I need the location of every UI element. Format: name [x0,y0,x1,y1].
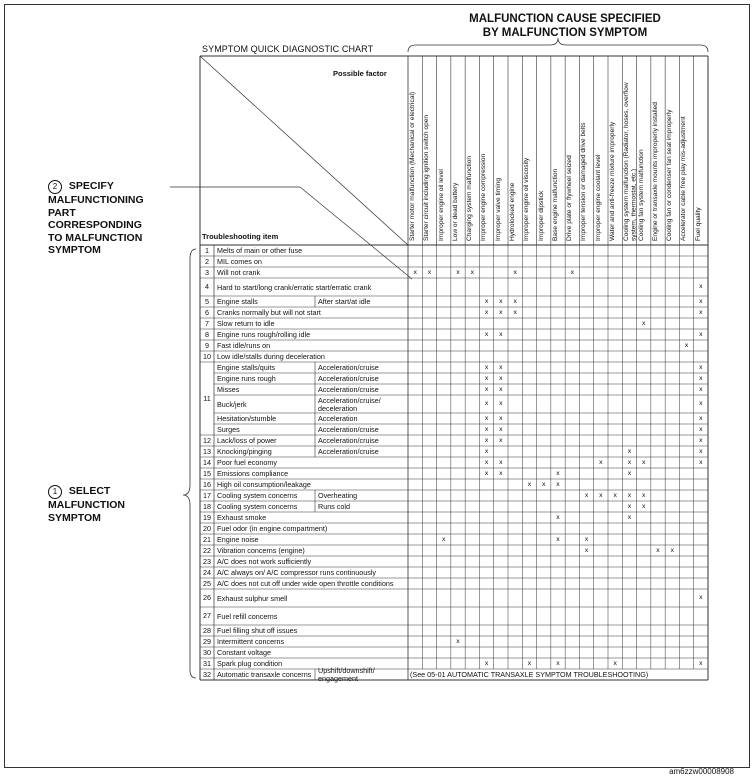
factor-mark: x [499,331,503,338]
factor-mark: x [613,660,617,667]
factor-label: Drive plate or flywheel seized [566,155,574,241]
factor-label: Fuel quality [694,207,702,241]
factor-label: Improper engine oil level [437,169,445,241]
factor-mark: x [642,320,646,327]
column-brace [408,38,708,52]
factor-mark: x [513,309,517,316]
factor-mark: x [627,503,632,510]
factor-mark: x [699,594,703,601]
factor-mark: x [627,448,632,455]
row-sub: Acceleration/cruise [318,374,379,383]
row-sub: Acceleration/cruise [318,447,379,456]
factor-mark: x [499,386,503,393]
factor-mark: x [499,415,503,422]
factor-mark: x [484,364,489,371]
factor-mark: x [699,298,703,305]
row-sub: Upshift/downshift/ engagement [318,666,375,683]
factor-mark: x [484,448,489,455]
factor-label: Improper valve timing [494,177,502,241]
row-item: Spark plug condition [217,659,283,668]
step-2-badge: 2 [48,180,62,194]
row-sub: Acceleration/cruise [318,363,379,372]
factor-mark: x [699,386,703,393]
factor-mark: x [570,269,574,276]
row-number: 12 [203,435,211,445]
factor-mark: x [699,660,703,667]
row-item: Fuel refill concerns [217,611,278,621]
row-sub: Acceleration/cruise/ deceleration [318,395,381,413]
factor-mark: x [556,470,560,477]
row-number: 32 [203,669,211,679]
factor-mark: x [499,470,503,477]
row-number: 2 [205,256,209,266]
factor-label: Starter circuit including ignition switch open [423,114,431,241]
factor-mark: x [499,364,503,371]
row-number: 21 [203,534,211,544]
factor-mark: x [499,400,503,407]
row-number: 30 [203,647,211,657]
factor-mark: x [442,536,446,543]
row-item: Emissions compliance [217,469,289,478]
row-item: Exhaust smoke [217,513,267,522]
row-number: 11 [203,393,211,403]
row-item: Engine stalls/quits [217,363,275,372]
row-note: (See 05-01 AUTOMATIC TRANSAXLE SYMPTOM TROUBLESHOOTING) [410,670,649,679]
factor-label: Water and anti-freeze mixture improperly [609,121,616,241]
factor-mark: x [613,492,617,499]
factor-mark: x [556,536,560,543]
factor-mark: x [556,660,560,667]
row-item: Fast idle/runs on [217,341,271,350]
specify-text: SPECIFY MALFUNCTIONING PART CORRESPONDING TO MALFUNCTION SYMPTOM [48,180,144,256]
factor-mark: x [699,459,703,466]
factor-mark: x [527,481,532,488]
factor-mark: x [699,426,703,433]
factor-mark: x [542,481,546,488]
row-sub: Overheating [318,491,358,500]
figure-code: am6zzw00008908 [669,767,734,776]
row-item: Fuel odor (in engine compartment) [217,524,328,533]
header-title: MALFUNCTION CAUSE SPECIFIED BY MALFUNCTION SYMPTOM [469,13,661,39]
row-number: 15 [203,468,211,478]
row-item: A/C does not work sufficiently [217,557,312,566]
factor-mark: x [513,269,517,276]
chart-title: SYMPTOM QUICK DIAGNOSTIC CHART [202,44,374,54]
factor-mark: x [484,459,489,466]
factor-mark: x [484,426,489,433]
row-brace [183,249,196,678]
factor-mark: x [699,400,703,407]
possible-factor-label: Possible factor [333,69,387,78]
row-item: Misses [217,385,240,394]
row-number: 20 [203,523,211,533]
factor-mark: x [499,459,503,466]
factor-mark: x [499,309,503,316]
factor-mark: x [699,283,703,290]
row-item: Hesitation/stumble [217,414,277,423]
factor-label: Cooling fan or condenser fan seat improperly [666,109,674,241]
row-number: 29 [203,636,211,646]
row-item: MIL comes on [217,257,262,266]
factor-label: Starter motor malfunction (Mechanical or electrical) [409,91,416,241]
factor-mark: x [627,514,632,521]
row-item: Engine noise [217,535,259,544]
factor-mark: x [484,415,489,422]
factor-label: Base engine malfunction [551,168,559,241]
factor-mark: x [556,481,560,488]
row-number: 19 [203,512,211,522]
factor-label: Cooling system malfunction (Radiator, hoses, overflow system, thermostat, etc.) [623,82,638,241]
row-item: Constant voltage [217,648,271,657]
row-number: 18 [203,501,211,511]
row-sub: Acceleration/cruise [318,425,379,434]
factor-label: Improper tension or damaged drive belts [580,122,588,241]
row-number: 25 [203,578,211,588]
step-1-badge: 1 [48,485,62,499]
row-item: Buck/jerk [217,399,247,409]
row-number: 10 [203,351,211,361]
factor-mark: x [484,400,489,407]
factor-mark: x [699,415,703,422]
factor-mark: x [456,638,460,645]
row-item: High oil consumption/leakage [217,480,311,489]
row-item: Cranks normally but will not start [217,308,321,317]
factor-label: Improper engine oil viscosity [523,157,531,241]
row-item: Poor fuel economy [217,458,277,467]
row-number: 3 [205,267,209,277]
factor-mark: x [670,547,674,554]
factor-label: Engine or transaxle mounts improperly installed [651,102,659,241]
factor-mark: x [484,331,489,338]
row-number: 8 [205,329,209,339]
factor-mark: x [499,375,503,382]
row-item: Slow return to idle [217,319,275,328]
row-item: Cooling system concerns [217,491,298,500]
row-number: 13 [203,446,211,456]
row-item: Automatic transaxle concerns [217,670,312,679]
row-sub: Runs cold [318,502,350,511]
row-number: 6 [205,307,209,317]
factor-mark: x [699,331,703,338]
row-sub: Acceleration/cruise [318,436,379,445]
factor-label: Low or dead battery [451,182,459,241]
row-item: Engine runs rough/rolling idle [217,330,311,339]
factor-mark: x [484,386,489,393]
factor-mark: x [656,547,660,554]
factor-mark: x [584,492,589,499]
specify-annotation [48,180,198,257]
factor-mark: x [499,298,503,305]
row-item: Cooling system concerns [217,502,298,511]
row-sub: Acceleration [318,414,358,423]
row-number: 5 [205,296,209,306]
factor-mark: x [699,364,703,371]
factor-mark: x [627,459,632,466]
factor-mark: x [684,342,689,349]
row-number: 17 [203,490,211,500]
factor-label: Cooling fan system malfunction [637,149,645,241]
row-item: Intermittent concerns [217,637,285,646]
row-sub: Acceleration/cruise [318,385,379,394]
factor-label: Charging system malfunction [466,155,474,241]
row-item: Lack/loss of power [217,436,277,445]
row-number: 26 [203,593,211,602]
row-number: 7 [205,318,209,328]
row-number: 23 [203,556,211,566]
factor-label: Improper engine compression [480,153,488,241]
row-item: Engine stalls [217,297,258,306]
factor-label: Hydrolocked engine [509,182,516,241]
factor-mark: x [527,660,532,667]
row-number: 1 [205,245,209,255]
factor-mark: x [499,426,503,433]
row-item: Exhaust sulphur smell [217,593,288,603]
factor-mark: x [599,459,603,466]
factor-mark: x [584,536,589,543]
row-sub: After start/at idle [318,297,371,306]
factor-mark: x [627,470,632,477]
row-number: 24 [203,567,211,577]
factor-mark: x [484,470,489,477]
factor-mark: x [642,503,646,510]
row-item: A/C does not cut off under wide open throttle conditions [217,579,394,588]
row-item: Low idle/stalls during deceleration [217,352,325,361]
factor-mark: x [584,547,589,554]
row-number: 16 [203,479,211,489]
factor-label: Improper dipstick [537,190,545,241]
factor-mark: x [484,298,489,305]
factor-mark: x [513,298,517,305]
factor-mark: x [484,437,489,444]
factor-label: Accelerator cable free play mis-adjustment [680,116,688,241]
troubleshooting-item-label: Troubleshooting item [202,232,279,241]
select-annotation [48,485,198,524]
factor-mark: x [699,437,703,444]
factor-mark: x [642,459,646,466]
factor-mark: x [699,309,703,316]
row-item: Surges [217,425,240,434]
row-item: Vibration concerns (engine) [217,546,305,555]
factor-mark: x [627,492,632,499]
factor-mark: x [456,269,460,276]
factor-mark: x [470,269,474,276]
row-item: Engine runs rough [217,374,276,383]
row-number: 9 [205,340,209,350]
header-diagonal [200,56,408,245]
row-number: 28 [203,625,211,635]
row-item: Melts of main or other fuse [217,246,303,255]
row-number: 4 [205,282,209,291]
row-item: Will not crank [217,268,261,277]
row-item: Hard to start/long crank/erratic start/erratic crank [217,282,372,292]
factor-mark: x [413,269,417,276]
factor-mark: x [699,375,703,382]
row-number: 14 [203,457,211,467]
factor-label: Improper engine coolant level [594,154,602,241]
row-number: 27 [203,611,211,620]
factor-mark: x [556,514,560,521]
factor-mark: x [642,492,646,499]
factor-mark: x [484,309,489,316]
factor-mark: x [484,375,489,382]
row-item: Knocking/pinging [217,447,272,456]
factor-mark: x [484,660,489,667]
factor-mark: x [499,437,503,444]
factor-mark: x [599,492,603,499]
factor-mark: x [427,269,432,276]
row-item: A/C always on/ A/C compressor runs continuously [217,568,376,577]
row-number: 31 [203,658,211,668]
select-text: SELECT MALFUNCTION SYMPTOM [48,485,125,524]
row-item: Fuel filling shut off issues [217,626,298,635]
factor-mark: x [699,448,703,455]
row-number: 22 [203,545,211,555]
